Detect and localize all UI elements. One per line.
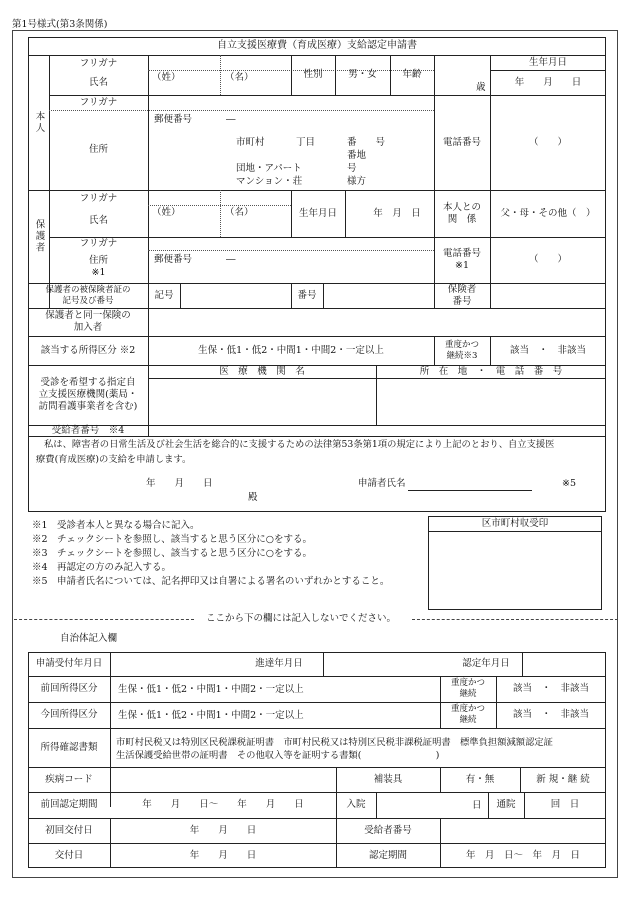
official-prev-severe-options[interactable]: 該当 ・ 非該当 <box>512 683 589 695</box>
official-prev-period-value[interactable]: 年 月 日～ 年 月 日 <box>142 799 304 811</box>
income-severe-label-1: 重度かつ <box>444 339 479 350</box>
facility-label-1: 受診を希望する指定自 <box>40 377 136 389</box>
honin-address-label: 住所 <box>88 144 108 156</box>
hogosha-mei-label: （名） <box>225 207 254 218</box>
hogosha-postal-dash: ― <box>226 254 236 265</box>
official-approved-label: 認定年月日 <box>462 658 510 670</box>
official-prev-income-label: 前回所得区分 <box>40 683 98 695</box>
insurance-card-label-1: 保護者の被保険者証の <box>45 284 131 295</box>
hogosha-name-label: 氏名 <box>88 215 108 227</box>
honin-gender-options[interactable]: 男・女 <box>348 69 377 81</box>
official-curr-severe-label-1: 重度かつ <box>450 704 485 715</box>
hogosha-dob-value[interactable]: 年 月 日 <box>373 207 421 219</box>
note-4: ※4 再認定の方のみ記入する。 <box>32 562 172 573</box>
insurance-insurer-label-2: 番号 <box>452 295 472 307</box>
hogosha-dob-label: 生年月日 <box>298 207 337 219</box>
form-title: 自立支援医療費（育成医療）支給認定申請書 <box>217 39 417 51</box>
hogosha-furigana-label: フリガナ <box>79 192 118 204</box>
hogosha-phone-label-text: 電話番号 <box>442 248 481 260</box>
official-first-issue-value[interactable]: 年 月 日 <box>189 824 257 836</box>
insurance-bango-label: 番号 <box>297 289 317 301</box>
hogosha-relation-label-2: 関 係 <box>447 213 477 225</box>
note-5: ※5 申請者氏名については、記名押印又は自署による署名のいずれかとすること。 <box>32 576 390 587</box>
honin-addr-chome: 丁目 <box>296 137 316 148</box>
honin-name-label: 氏名 <box>88 77 108 89</box>
same-insurance-label-2: 加入者 <box>73 322 103 333</box>
hogosha-address-label-text: 住所 <box>88 255 108 267</box>
income-label: 該当する所得区分 ※2 <box>40 344 136 356</box>
official-recipient-no-label: 受給者番号 <box>364 824 412 836</box>
honin-postal-label: 郵便番号 <box>154 114 193 125</box>
official-period-label: 認定期間 <box>368 849 407 861</box>
official-curr-income-label: 今回所得区分 <box>40 709 98 721</box>
official-outpatient-unit: 回 日 <box>550 799 580 811</box>
official-prev-period-label: 前回認定期間 <box>40 799 98 811</box>
official-curr-income-options[interactable]: 生保・低1・低2・中間1・中間2・一定以上 <box>118 710 304 721</box>
note-3: ※3 チェックシートを参照し、該当すると思う区分に○をする。 <box>32 548 313 559</box>
official-section-title: 自治体記入欄 <box>60 633 118 644</box>
facility-label-2: 立支援医療機関(薬局・ <box>38 389 138 401</box>
honin-section-label: 本人 <box>33 111 45 134</box>
insurance-insurer-label-1: 保険者 <box>447 283 477 295</box>
honin-dob-value[interactable]: 年 月 日 <box>514 77 582 89</box>
honin-phone-label: 電話番号 <box>442 136 481 148</box>
declaration-text-1: 私は、障害者の日常生活及び社会生活を総合的に支援するための法律第53条第1項の規定により上記のとおり、自立支援医 <box>44 439 555 450</box>
honin-addr-mansion: マンション・荘 <box>236 176 303 187</box>
official-doc-label: 所得確認書類 <box>40 741 98 753</box>
income-severe-label-2: 継続※3 <box>446 350 478 361</box>
honin-dob-label: 生年月日 <box>528 57 567 69</box>
official-period-value[interactable]: 年 月 日～ 年 月 日 <box>465 849 580 861</box>
honin-furigana-label: フリガナ <box>79 57 118 69</box>
income-options[interactable]: 生保・低1・低2・中間1・中間2・一定以上 <box>198 344 384 356</box>
honin-phone-value[interactable]: （ ） <box>528 136 567 148</box>
honin-addr-shichoson: 市町村 <box>236 137 265 148</box>
honin-sei-label: （姓） <box>152 72 181 83</box>
recipient-number-label: 受給者番号 ※4 <box>51 424 125 436</box>
hogosha-phone-value[interactable]: （ ） <box>528 254 567 266</box>
official-received-label: 申請受付年月日 <box>35 658 103 670</box>
official-curr-severe-label-2: 継続 <box>459 715 477 725</box>
facility-col-address: 所 在 地 ・ 電 話 番 号 <box>419 365 563 377</box>
honin-postal-dash: ― <box>226 114 236 125</box>
declaration-applicant-label: 申請者氏名 <box>358 478 406 489</box>
honin-age-label: 年齢 <box>402 69 422 81</box>
hogosha-relation-value[interactable]: 父・母・その他（ ） <box>500 207 596 219</box>
page-frame <box>12 30 618 878</box>
declaration-text-2: 療費(育成医療)の支給を申請します。 <box>36 454 192 465</box>
honin-mei-label: （名） <box>225 72 254 83</box>
honin-gender-label: 性別 <box>303 69 323 81</box>
honin-addr-go: 号 <box>347 163 357 174</box>
hogosha-phone-note: ※1 <box>454 260 469 271</box>
note-1: ※1 受診者本人と異なる場合に記入。 <box>32 520 200 531</box>
honin-addr-banchi: 番 号 <box>347 137 386 148</box>
official-issue-value[interactable]: 年 月 日 <box>189 849 257 861</box>
declaration-addressee: 殿 <box>248 492 258 503</box>
official-doc-line-2[interactable]: 生活保護受給世帯の証明書 その他収入等を証明する書類( ) <box>116 750 440 761</box>
official-new-cont-options[interactable]: 新 規・継 続 <box>536 773 590 785</box>
facility-col-name: 医 療 機 関 名 <box>219 365 305 377</box>
official-inpatient-label: 入院 <box>346 799 366 811</box>
honin-address-furigana-label: フリガナ <box>79 96 118 108</box>
insurance-card-label-2: 記号及び番号 <box>62 295 114 306</box>
hogosha-address-furigana-label: フリガナ <box>79 238 118 250</box>
note-2: ※2 チェックシートを参照し、該当すると思う区分に○をする。 <box>32 534 313 545</box>
official-prev-severe-label-1: 重度かつ <box>450 678 485 689</box>
official-prev-income-options[interactable]: 生保・低1・低2・中間1・中間2・一定以上 <box>118 684 304 695</box>
honin-age-unit: 歳 <box>476 82 486 93</box>
official-curr-severe-options[interactable]: 該当 ・ 非該当 <box>512 709 589 721</box>
official-inpatient-unit: 日 <box>472 800 482 811</box>
official-issue-label: 交付日 <box>54 849 84 861</box>
hogosha-sei-label: （姓） <box>152 207 181 218</box>
official-disease-code-label: 疾病コード <box>45 773 93 785</box>
form-number: 第1号様式(第3条関係) <box>12 19 108 30</box>
same-insurance-label-1: 保護者と同一保険の <box>45 310 131 322</box>
honin-addr-sama: 様方 <box>347 176 367 187</box>
insurance-kigo-label: 記号 <box>154 289 174 301</box>
official-delivered-label: 進達年月日 <box>255 658 303 670</box>
declaration-date[interactable]: 年 月 日 <box>146 478 213 489</box>
hogosha-postal-label: 郵便番号 <box>154 254 193 265</box>
hogosha-address-note: ※1 <box>91 267 106 278</box>
hogosha-relation-label-1: 本人との <box>442 201 481 213</box>
official-prev-severe-label-2: 継続 <box>459 689 477 699</box>
income-severe-options[interactable]: 該当 ・ 非該当 <box>509 344 586 356</box>
official-outpatient-label: 通院 <box>496 799 516 811</box>
declaration-note5: ※5 <box>562 478 577 489</box>
official-first-issue-label: 初回交付日 <box>45 824 93 836</box>
honin-addr-danchi: 団地・アパート <box>236 163 302 174</box>
divider-text: ここから下の欄には記入しないでください。 <box>206 613 397 624</box>
official-aid-options[interactable]: 有・無 <box>465 773 495 785</box>
honin-addr-banchi2: 番地 <box>347 150 367 161</box>
hogosha-section-label: 保護者 <box>33 219 45 254</box>
official-aid-label: 補装具 <box>373 773 403 785</box>
facility-label-3: 訪問看護事業者を含む) <box>38 400 138 412</box>
stamp-box-title: 区市町村収受印 <box>481 518 549 530</box>
official-doc-line-1[interactable]: 市町村民税又は特別区民税課税証明書 市町村民税又は特別区民税非課税証明書 標準負担額減額認定証 <box>116 737 553 748</box>
